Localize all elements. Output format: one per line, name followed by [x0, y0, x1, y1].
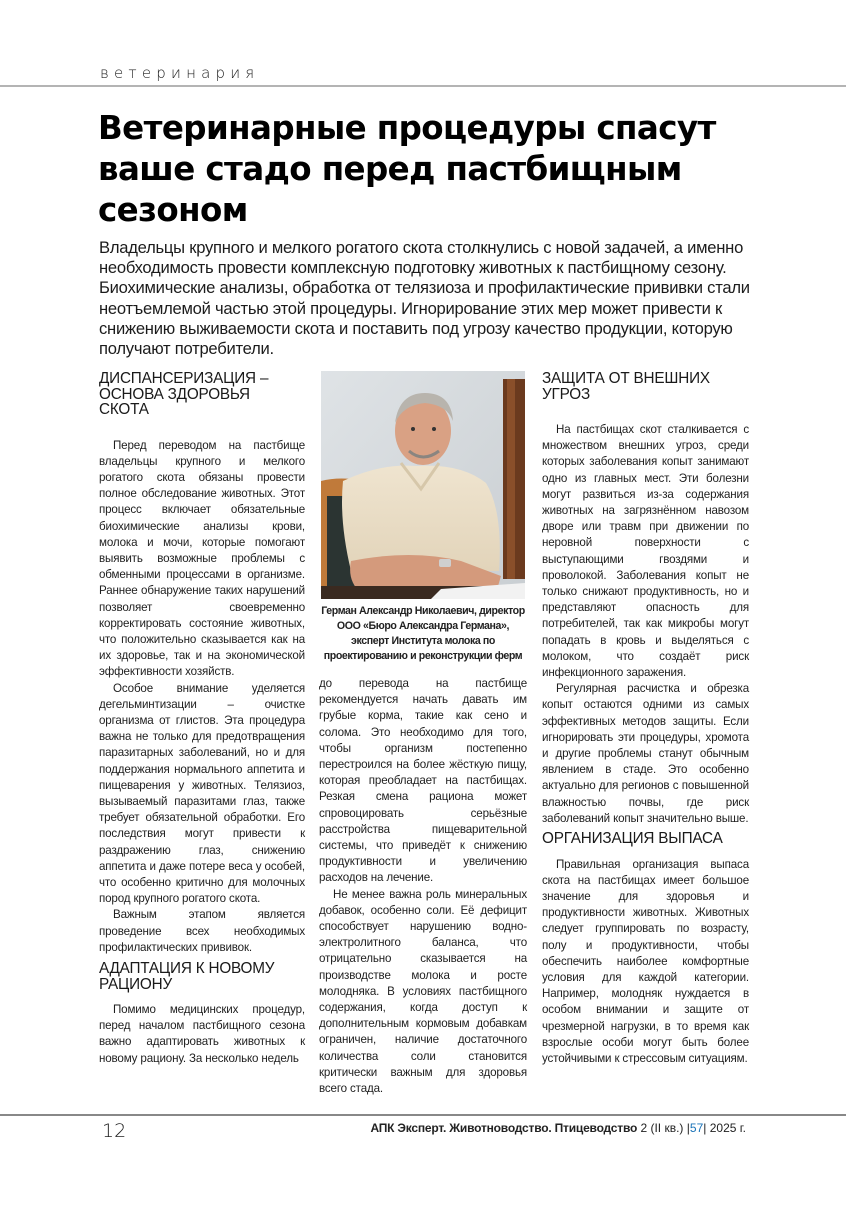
paragraph: Правильная организация выпаса скота на пастбищах имеет большое значение для здоровья и продуктивности животных. Животных следует группировать по возрасту, полу и продуктивности, чтобы обеспечить наиболее комфортные условия для каждой категории. Например, молодняк нуждается в особом внимании и защите от чрезмерной нагрузки, в то время как взрослые особи могут быть более устойчивыми к стрессовым ситуациям.: [542, 857, 749, 1066]
issue-label: 2 (II кв.): [640, 1121, 684, 1135]
magazine-footer: [370, 1121, 746, 1135]
paragraph: Помимо медицинских процедур, перед началом пастбищного сезона важно адаптировать животных к новому рациону. За несколько недель: [99, 1003, 305, 1065]
page-number: 12: [102, 1120, 127, 1142]
paragraph: Перед переводом на пастбище владельцы крупного и мелкого рогатого скота обязаны провести полное обследование животных. Этот процесс включает обязательные биохимические анализы крови, молока и мочи, которые помогают выявить возможные проблемы с обменными процессами в организме. Раннее обнаружение таких нарушений позволяет своевременно корректировать состояние животных, что положительно сказывается как на их здоровье, так и на экономической эффективности хозяйств.: [99, 438, 305, 679]
paragraph: Регулярная расчистка и обрезка копыт остаются одними из самых эффективных методов защиты. Если игнорировать эти процедуры, хромота и другие проблемы станут обычным явлением в стаде. Это особенно актуально для регионов с повышенной влажностью почвы, где риск заболеваний копыт значительно выше.: [542, 682, 749, 825]
section-heading-grazing: ОРГАНИЗАЦИЯ ВЫПАСА: [542, 830, 723, 848]
article-title: Ветеринарные процедуры спасут ваше стадо перед пастбищным сезоном: [98, 109, 716, 229]
column-1: [99, 371, 305, 1067]
section-heading-threats: ЗАЩИТА ОТ ВНЕШНИХ УГРОЗ: [542, 370, 710, 403]
portrait-photo: [321, 371, 525, 599]
article-lead: Владельцы крупного и мелкого рогатого скота столкнулись с новой задачей, а именно необходимость провести комплексную подготовку животных к пастбищному сезону. Биохимические анализы, обработка от телязиоза и профилактические прививки стали неотъемлемой частью этой процедуры. Игнорирование этих мер может привести к снижению выживаемости скота и поставить под угрозу качество продукции, которую получают потребители.: [99, 238, 750, 359]
section-heading-checkup: ДИСПАНСЕРИЗАЦИЯ – ОСНОВА ЗДОРОВЬЯ СКОТА: [99, 370, 269, 418]
paragraph: до перевода на пастбище рекомендуется начать давать им грубые корма, такие как сено и солома. Это необходимо для того, чтобы организм постепенно перестроился на более жёсткую пищу, которая преобладает на пастбищах. Резкая смена рациона может спровоцировать серьёзные расстройства пищеварительной системы, что приведёт к снижению продуктивности и увеличению расходов на лечение.: [319, 677, 527, 885]
portrait-image: [321, 371, 525, 599]
paragraph: Не менее важна роль минеральных добавок, особенно соли. Её дефицит способствует нарушению водно-электролитного баланса, что отрицательно сказывается на производстве молока и росте молодняка. В условиях пастбищного содержания, когда доступ к дополнительным кормовым добавкам ограничен, наличие достаточного количества соли становится критически важным для здоровья всего стада.: [319, 887, 527, 1096]
issue-number: 57: [689, 1121, 704, 1135]
column-3: [542, 371, 749, 1067]
section-rubric: ветеринария: [100, 64, 260, 82]
paragraph: Важным этапом является проведение всех необходимых профилактических прививок.: [99, 908, 305, 954]
separator: |: [686, 1121, 690, 1135]
year: 2025 г.: [709, 1121, 746, 1135]
section-heading-diet: АДАПТАЦИЯ К НОВОМУ РАЦИОНУ: [99, 960, 275, 993]
paragraph: На пастбищах скот сталкивается с множеством внешних угроз, среди которых заболевания копыт занимают одно из главных мест. Эти болезни могут развиться из-за содержания животных на загрязнённом навозом дворе или травм при движении по неровной поверхности с выступающими гвоздями и проволокой. Заболевания копыт не только снижают продуктивность, но и представляют опасность для потребителей, так как микробы могут попадать в кровь и выделяться с молоком, что создаёт риск инфекционного заражения.: [542, 423, 749, 680]
magazine-title: АПК Эксперт. Животноводство. Птицеводство: [370, 1121, 638, 1135]
photo-caption: Герман Александр Николаевич, директор ООО «Бюро Александра Германа», эксперт Института молока по проектированию и реконструкции ферм: [321, 605, 525, 662]
column-2: [319, 676, 527, 1097]
header-divider: [0, 85, 846, 87]
footer-divider: [0, 1114, 846, 1116]
paragraph: Особое внимание уделяется дегельминтизации – очистке организма от глистов. Эта процедура важна не только для предотвращения паразитарных заболеваний, но и для поддержания нормального аппетита и пищеварения у животных. Телязиоз, вызываемый паразитами глаз, также требует обязательной обработки. Его последствия могут привести к раздражению глаз, снижению аппетита и даже потере веса у особей, что особенно критично для молочных пород крупного рогатого скота.: [99, 681, 305, 906]
separator: |: [703, 1121, 707, 1135]
